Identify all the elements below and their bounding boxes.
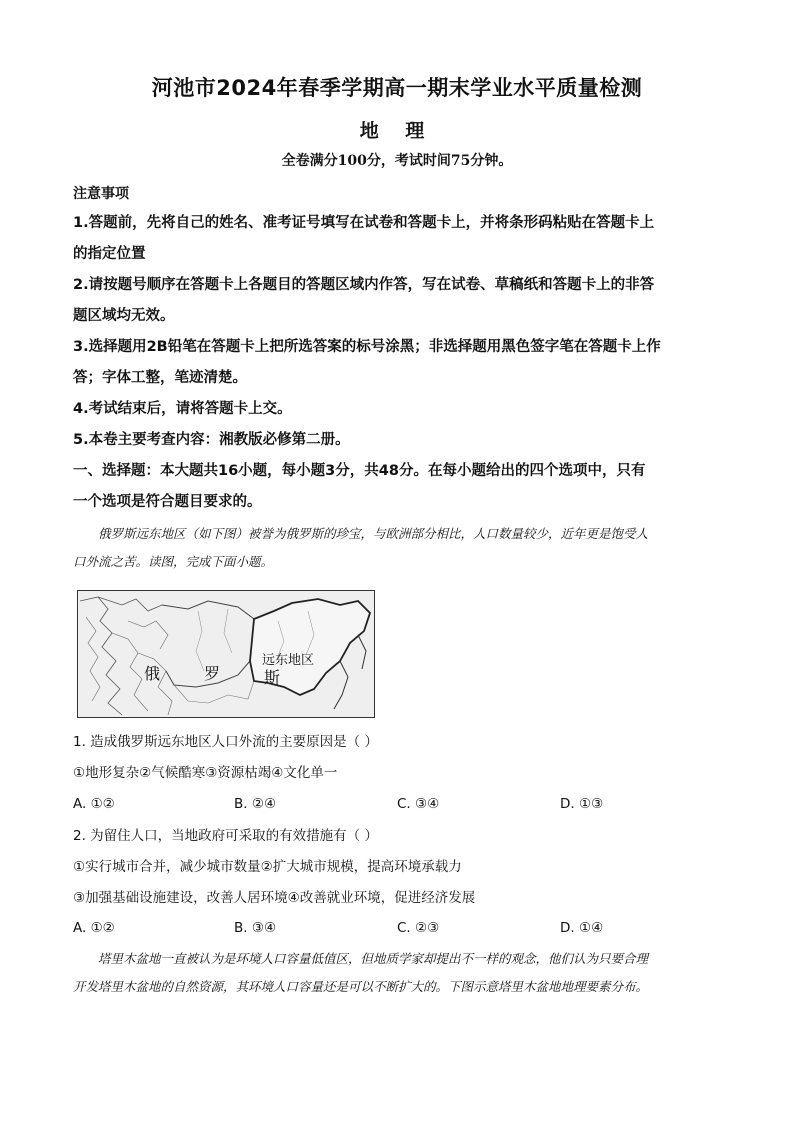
note-line: 答；字体工整，笔迹清楚。 xyxy=(73,370,247,386)
question-statements: ①地形复杂②气候酷寒③资源枯竭④文化单一 xyxy=(73,765,338,781)
option-a[interactable]: A. ①② xyxy=(73,796,115,812)
option-d[interactable]: D. ①③ xyxy=(560,796,604,812)
question-1 xyxy=(73,727,723,789)
note-line: 2.请按题号顺序在答题卡上各题目的答题区域内作答，写在试卷、草稿纸和答题卡上的非答 xyxy=(73,277,655,293)
section-heading xyxy=(73,456,723,518)
passage-line: 开发塔里木盆地的自然资源，其环境人口容量还是可以不断扩大的。下图示意塔里木盆地地理要素分布。 xyxy=(73,979,649,994)
option-a[interactable]: A. ①② xyxy=(73,920,115,936)
question-2 xyxy=(73,821,723,914)
passage-line: 塔里木盆地一直被认为是环境人口容量低值区，但地质学家却提出不一样的观念，他们认为只要合理 xyxy=(98,951,649,966)
map-label-luo: 罗 xyxy=(204,664,221,683)
passage-line: 俄罗斯远东地区（如下图）被誉为俄罗斯的珍宝，与欧洲部分相比，人口数量较少，近年更是饱受人 xyxy=(98,526,649,541)
section-line: 一个选项是符合题目要求的。 xyxy=(73,494,262,510)
note-line: 1.答题前，先将自己的姓名、准考证号填写在试卷和答题卡上，并将条形码粘贴在答题卡上 xyxy=(73,215,655,231)
map-label-e: 俄 xyxy=(144,664,161,683)
question-stem: 1. 造成俄罗斯远东地区人口外流的主要原因是（ ） xyxy=(73,734,378,750)
passage-line: 口外流之苦。读图，完成下面小题。 xyxy=(73,554,274,569)
note-line: 题区域均无效。 xyxy=(73,308,175,324)
exam-title: 河池市2024年春季学期高一期末学业水平质量检测 xyxy=(151,76,643,100)
option-d[interactable]: D. ①④ xyxy=(560,920,604,936)
passage-tarim xyxy=(73,945,723,1001)
note-line: 5.本卷主要考查内容：湘教版必修第二册。 xyxy=(73,432,350,448)
russia-map xyxy=(77,590,375,718)
note-line: 3.选择题用2B铅笔在答题卡上把所选答案的标号涂黑；非选择题用黑色签字笔在答题卡上作 xyxy=(73,339,661,355)
question-statements: ③加强基础设施建设，改善人居环境④改善就业环境，促进经济发展 xyxy=(73,890,476,906)
notes-heading: 注意事项 xyxy=(73,186,129,202)
note-line: 4.考试结束后，请将答题卡上交。 xyxy=(73,401,292,417)
section-line: 一、选择题：本大题共16小题，每小题3分，共48分。在每小题给出的四个选项中，只有 xyxy=(73,463,646,479)
option-c[interactable]: C. ③④ xyxy=(397,796,440,812)
option-b[interactable]: B. ③④ xyxy=(234,920,277,936)
map-label-far-east: 远东地区 xyxy=(262,653,315,668)
passage-russia xyxy=(73,520,723,576)
note-line: 的指定位置 xyxy=(73,246,146,262)
option-c[interactable]: C. ②③ xyxy=(397,920,440,936)
option-b[interactable]: B. ②④ xyxy=(234,796,277,812)
score-time-line: 全卷满分100分，考试时间75分钟。 xyxy=(281,153,513,169)
question-statements: ①实行城市合并，减少城市数量②扩大城市规模，提高环境承载力 xyxy=(73,859,462,875)
russia-map-drawing xyxy=(78,591,374,717)
map-label-si: 斯 xyxy=(264,668,281,687)
notes-list xyxy=(73,208,723,456)
subject-title: 地 理 xyxy=(359,120,435,142)
question-stem: 2. 为留住人口，当地政府可采取的有效措施有（ ） xyxy=(73,828,378,844)
